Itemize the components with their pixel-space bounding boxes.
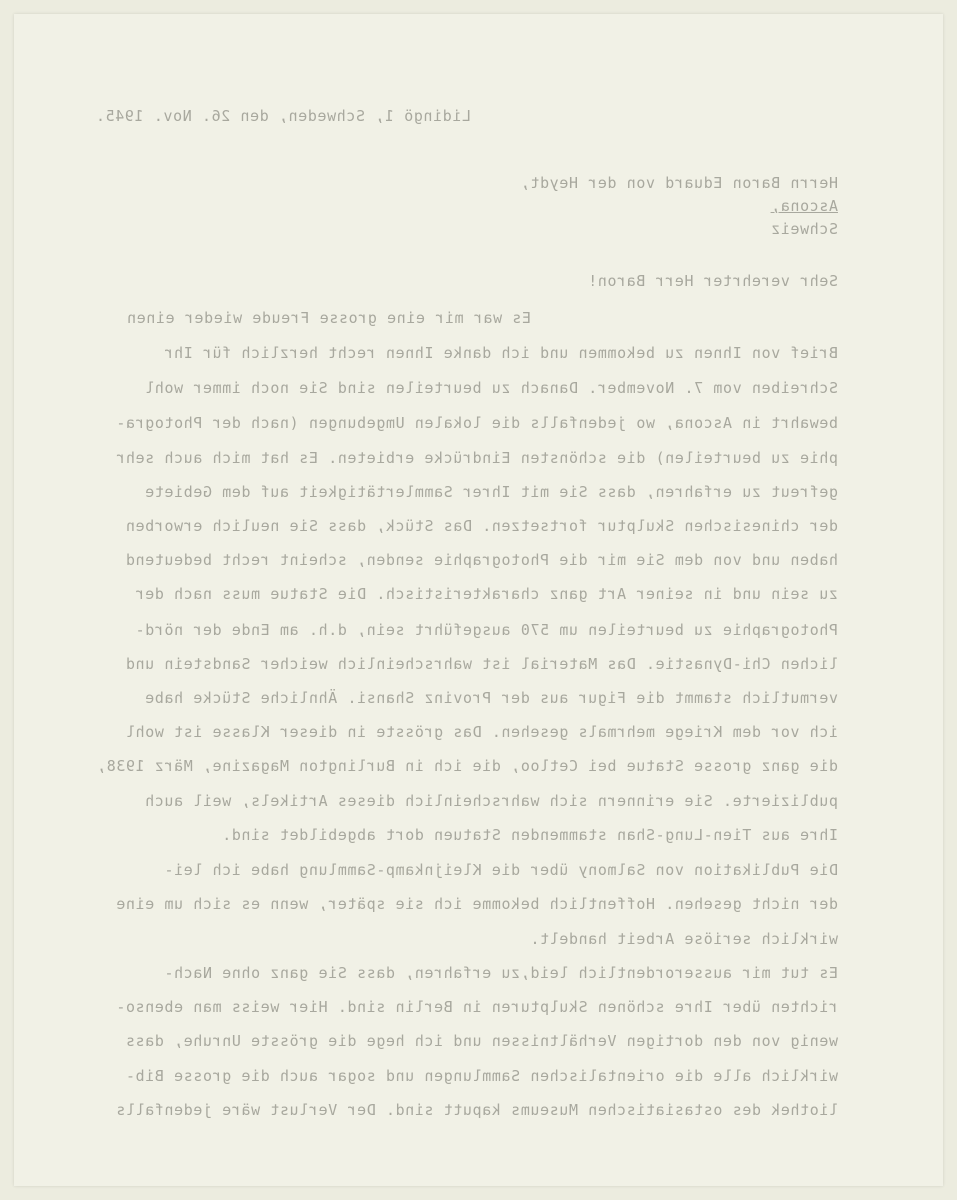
body-line: richten über Ihre schönen Skulpturen in Berlin sind. Hier weiss man ebenso- xyxy=(115,998,838,1016)
body-line: zu sein und in seiner Art ganz charakteristisch. Die Statue muss nach der xyxy=(134,585,838,603)
body-line: vermutlich stammt die Figur aus der Provinz Shansi. Ähnliche Stücke habe xyxy=(144,689,838,707)
body-line: Die Publikation von Salmony über die Kleijnkamp-Sammlung habe ich lei- xyxy=(163,861,838,879)
body-line: lichen Chi-Dynastie. Das Material ist wahrscheinlich weicher Sandstein und xyxy=(125,655,838,673)
body-line: publizierte. Sie erinnern sich wahrscheinlich dieses Artikels, weil auch xyxy=(144,792,838,810)
addressee-city: Ascona, xyxy=(770,197,838,215)
body-line: wirklich alle die orientalischen Sammlungen und sogar auch die grosse Bib- xyxy=(125,1067,838,1085)
addressee-country: Schweiz xyxy=(770,220,838,238)
addressee-name: Herrn Baron Eduard von der Heydt, xyxy=(520,174,838,192)
body-line: wirklich seriöse Arbeit handelt. xyxy=(529,930,838,948)
body-line: die ganz grosse Statue bei Cetloo, die ich in Burlington Magazine, März 1938, xyxy=(96,757,838,775)
body-line: gefreut zu erfahren, dass Sie mit Ihrer Sammlertätigkeit auf dem Gebiete xyxy=(144,483,838,501)
salutation: Sehr verehrter Herr Baron! xyxy=(587,272,838,290)
body-line: Photographie zu beurteilen um 570 ausgeführt sein, d.h. am Ende der nörd- xyxy=(134,621,838,639)
body-line: Schreiben vom 7. November. Danach zu beurteilen sind Sie noch immer wohl xyxy=(144,379,838,397)
body-line: der chinesischen Skulptur fortsetzen. Das Stück, dass Sie neulich erworben xyxy=(125,517,838,535)
body-line: der nicht gesehen. Hoffentlich bekomme ich sie später, wenn es sich um eine xyxy=(115,895,838,913)
body-line: wenig von den dortigen Verhältnissen und ich hege die grösste Unruhe, dass xyxy=(125,1032,838,1050)
body-line: Ihre aus Tien-Lung-Shan stammenden Statuen dort abgebildet sind. xyxy=(221,826,838,844)
body-line: liothek des ostasiatischen Museums kaputt sind. Der Verlust wäre jedenfalls xyxy=(115,1101,838,1119)
body-line: bewahrt in Ascona, wo jedenfalls die lokalen Umgebungen (nach der Photogra- xyxy=(115,414,838,432)
body-line: Es tut mir ausserordentlich leid,zu erfahren, dass Sie ganz ohne Nach- xyxy=(163,964,838,982)
body-line: haben und von dem Sie mir die Photographie senden, scheint recht bedeutend xyxy=(125,551,838,569)
body-line: Es war mir eine grosse Freude wieder einen xyxy=(126,309,531,327)
body-line: ich vor dem Kriege mehrmals gesehen. Das grösste in dieser Klasse ist wohl xyxy=(125,723,838,741)
dateline: Lidingö 1, Schweden, den 26. Nov. 1945. xyxy=(95,107,471,125)
body-line: Brief von Ihnen zu bekommen und ich danke Ihnen recht herzlich für Ihr xyxy=(163,344,838,362)
body-line: phie zu beurteilen) die schönsten Eindrücke erbieten. Es hat mich auch sehr xyxy=(115,449,838,467)
